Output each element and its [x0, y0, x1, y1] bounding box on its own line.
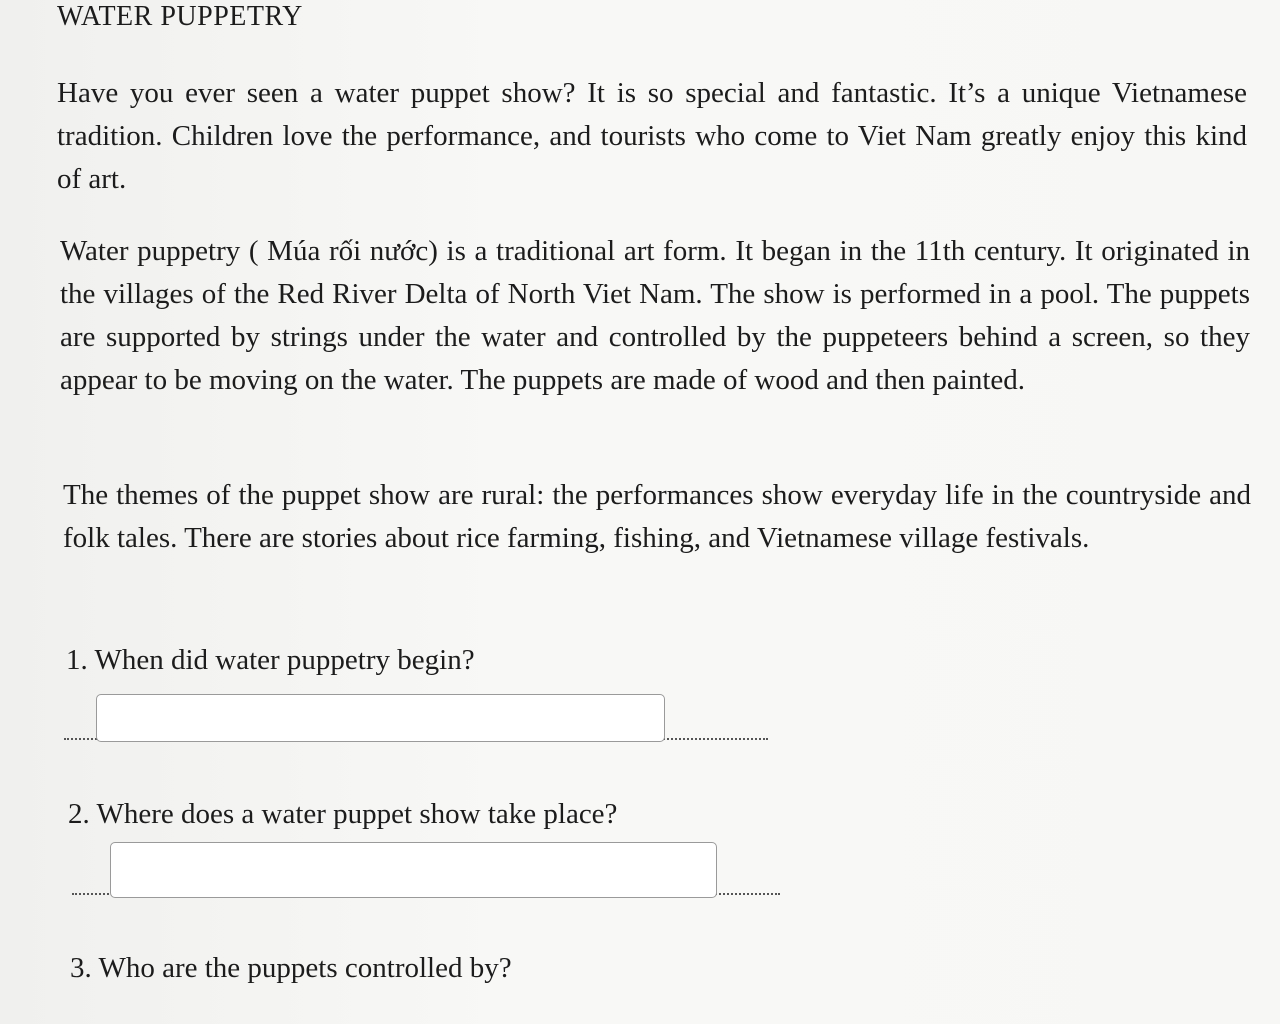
reading-paragraph-1: Have you ever seen a water puppet show? It is so special and fantastic. It’s a unique Vietnamese tradition. Children love the performance, and tourists who come to Viet Nam greatly enjoy this kind of art.: [57, 77, 1247, 195]
reading-paragraph-3: The themes of the puppet show are rural: the performances show everyday life in the countryside and folk tales. There are stories about rice farming, fishing, and Vietnamese village festivals.: [63, 479, 1251, 554]
question-3: 3. Who are the puppets controlled by?: [70, 952, 512, 984]
question-2: 2. Where does a water puppet show take place?: [68, 798, 618, 830]
reading-paragraph-2: Water puppetry ( Múa rối nước) is a traditional art form. It began in the 11th century. It originated in the villages of the Red River Delta of North Viet Nam. The show is performed in a pool. The puppets are supported by strings under the water and controlled by the puppeteers behind a screen, so they appear to be moving on the water. The puppets are made of wood and then painted.: [60, 235, 1250, 396]
answer-input-2[interactable]: [110, 842, 717, 898]
worksheet-title: WATER PUPPETRY: [57, 1, 303, 32]
question-1: 1. When did water puppetry begin?: [66, 644, 475, 676]
answer-input-1[interactable]: [96, 694, 665, 742]
